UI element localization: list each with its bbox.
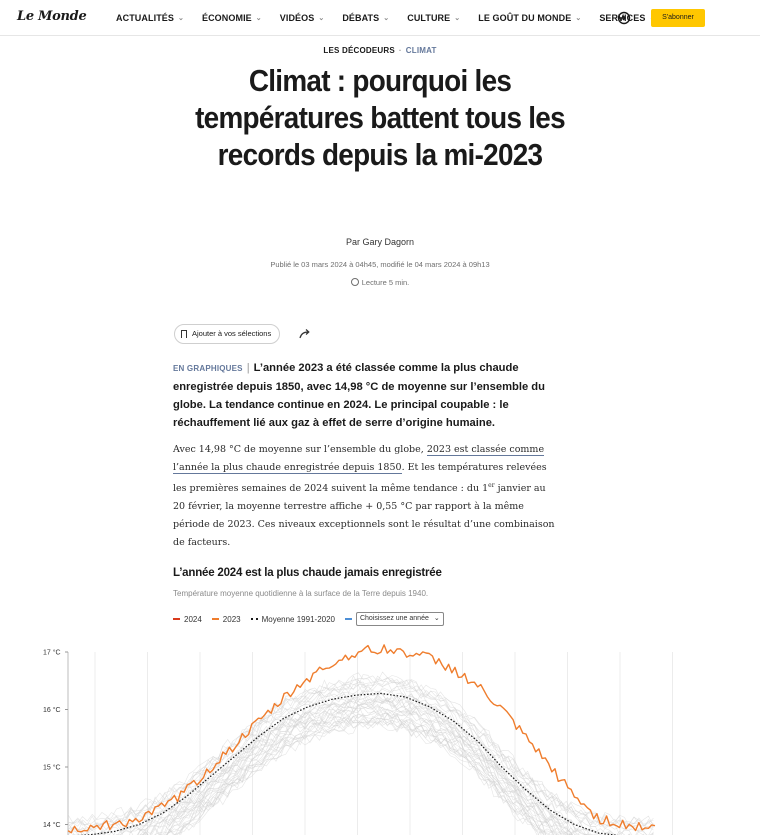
historic-year-line xyxy=(68,698,653,835)
chevron-down-icon: ⌄ xyxy=(383,15,390,22)
publication-date: Publié le 03 mars 2024 à 04h45, modifié le 04 mars 2024 à 09h13 xyxy=(270,260,490,269)
historic-year-line xyxy=(68,716,653,835)
add-to-selection-button[interactable] xyxy=(174,324,280,344)
legend-label: 2024 xyxy=(184,614,202,624)
chevron-down-icon: ⌄ xyxy=(255,15,262,22)
year-select[interactable] xyxy=(356,612,444,626)
body-link[interactable]: 2023 est classée comme l’année la plus chaude enregistrée depuis 1850 xyxy=(173,444,545,473)
account-login-icon[interactable] xyxy=(617,11,631,25)
legend-label: Moyenne 1991-2020 xyxy=(261,614,335,624)
nav-item-economie[interactable] xyxy=(202,13,262,23)
nav-item-debats[interactable] xyxy=(342,13,389,23)
kicker-separator: · xyxy=(398,46,402,55)
article-lead xyxy=(173,359,558,432)
legend-label: 2023 xyxy=(222,614,241,624)
historic-year-line xyxy=(68,716,653,835)
nav-item-videos[interactable] xyxy=(280,13,325,23)
historic-year-line xyxy=(68,689,653,835)
year-select-value: Choisissez une année xyxy=(359,615,429,622)
lead-text: L’année 2023 a été classée comme la plus chaude enregistrée depuis 1850, avec 14,98 °C de moyenne sur l’ensemble du globe. La tendance continue en 2024. Le principal coupable : le réchauffement lié aux gaz à effet de serre d’origine humaine. xyxy=(173,362,545,429)
subscribe-button[interactable]: S'abonner xyxy=(651,9,705,27)
nav-item-actualites[interactable] xyxy=(116,13,184,23)
legend-swatch-selected-year xyxy=(345,618,352,620)
chart-legend xyxy=(173,612,444,626)
reading-time-label: Lecture 5 min. xyxy=(361,278,410,287)
article-title: Climat : pourquoi les températures battent tous les records depuis la mi-2023 xyxy=(195,63,565,172)
legend-item-2023 xyxy=(212,615,241,624)
legend-swatch-dotted xyxy=(251,618,258,620)
nav-item-label: SERVICES xyxy=(599,13,646,23)
kicker-category[interactable]: CLIMAT xyxy=(405,46,437,55)
nav-item-gout-du-monde[interactable] xyxy=(478,13,581,23)
lead-separator: | xyxy=(246,362,250,374)
y-tick-label: 14 °C xyxy=(43,822,61,829)
historic-year-line xyxy=(68,693,653,835)
chart-title: L’année 2024 est la plus chaude jamais enregistrée xyxy=(173,567,442,579)
legend-item-average xyxy=(251,615,335,624)
y-tick-label: 15 °C xyxy=(43,764,61,772)
historic-year-line xyxy=(68,697,653,835)
nav-item-label: ACTUALITÉS xyxy=(116,13,174,23)
historic-year-line xyxy=(68,701,653,835)
y-tick-label: 17 °C xyxy=(43,649,61,657)
ordinal-suffix: er xyxy=(488,482,495,489)
legend-swatch xyxy=(173,618,180,620)
nav-item-label: DÉBATS xyxy=(342,13,380,23)
add-to-selection-label: Ajouter à vos sélections xyxy=(192,329,272,338)
body-text: janvier au 20 février, la moyenne terrestre affiche + 0,55 °C par rapport à la même période de 2023. Ces niveaux exceptionnels sont le résultat d’une combinaison de facteurs. xyxy=(173,483,555,549)
series-2023-line xyxy=(68,645,655,833)
legend-item-2024 xyxy=(173,615,202,624)
kicker-section[interactable]: LES DÉCODEURS xyxy=(323,46,395,55)
body-text: . Et les températures relevées les premières semaines de 2024 suivent la même tendance : du 1 xyxy=(173,462,547,495)
bookmark-icon xyxy=(181,330,187,338)
lead-tag: EN GRAPHIQUES xyxy=(173,364,243,373)
legend-swatch xyxy=(212,618,219,620)
nav-item-label: ÉCONOMIE xyxy=(201,13,252,23)
article-body xyxy=(173,441,558,552)
nav-item-label: CULTURE xyxy=(407,13,451,23)
body-text: Avec 14,98 °C de moyenne sur l’ensemble du globe, xyxy=(173,444,427,455)
temperature-line-chart xyxy=(0,640,760,835)
share-icon[interactable] xyxy=(298,327,312,341)
article-byline[interactable]: Par Gary Dagorn xyxy=(345,237,415,247)
chevron-down-icon: ⌄ xyxy=(178,15,184,22)
nav-item-label: LE GOÛT DU MONDE xyxy=(478,13,572,23)
chart-subtitle: Température moyenne quotidienne à la surface de la Terre depuis 1940. xyxy=(173,589,429,598)
top-navigation xyxy=(0,0,760,36)
nav-item-culture[interactable] xyxy=(407,13,460,23)
y-tick-label: 16 °C xyxy=(43,707,61,714)
chevron-down-icon: ⌄ xyxy=(318,15,325,22)
chevron-down-icon: ⌄ xyxy=(454,15,461,22)
chevron-down-icon: ⌄ xyxy=(433,615,440,622)
historic-year-line xyxy=(68,675,653,826)
nav-menu xyxy=(116,0,673,36)
nav-item-label: VIDÉOS xyxy=(279,13,315,23)
historic-year-line xyxy=(68,714,653,835)
clock-icon xyxy=(351,278,359,286)
historic-year-line xyxy=(68,698,653,835)
chevron-down-icon: ⌄ xyxy=(575,15,582,22)
historic-year-line xyxy=(68,698,653,835)
le-monde-logo[interactable]: Le Monde xyxy=(17,9,87,24)
article-kicker xyxy=(0,46,760,55)
reading-time xyxy=(0,278,760,287)
